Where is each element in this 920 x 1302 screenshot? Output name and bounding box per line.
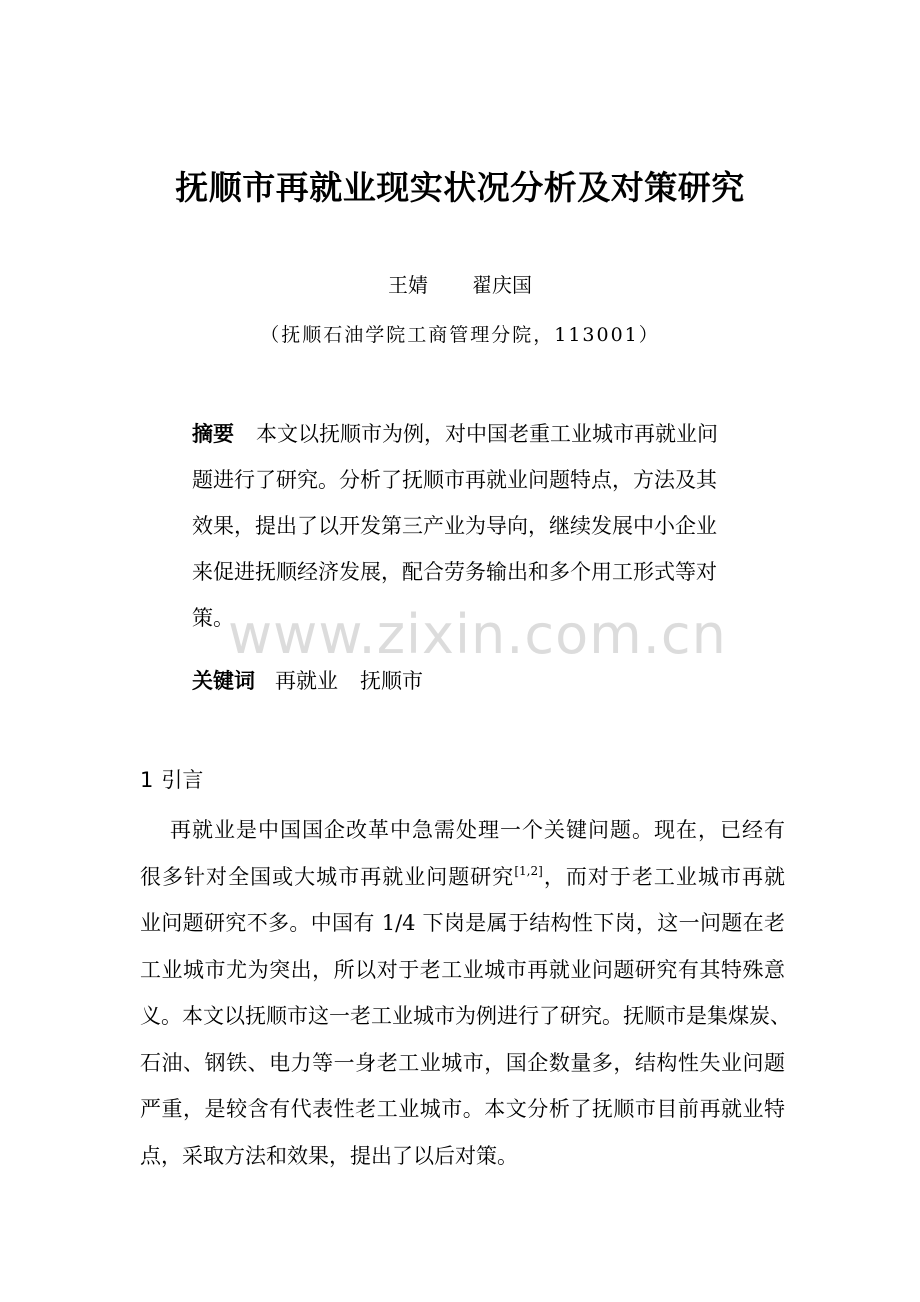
- section-number: 1: [140, 768, 154, 792]
- author-line: [0, 270, 920, 300]
- author-affiliation: （抚顺石油学院工商管理分院，113001）: [260, 324, 660, 346]
- keyword-item: 再就业: [275, 669, 338, 693]
- author-name: 翟庆国: [472, 273, 532, 297]
- abstract-line: 来促进抚顺经济发展，配合劳务输出和多个用工形式等对: [192, 560, 717, 584]
- abstract-line: 题进行了研究。分析了抚顺市再就业问题特点，方法及其: [192, 468, 717, 492]
- section-title: 引言: [161, 768, 204, 792]
- body-line: 工业城市尤为突出，所以对于老工业城市再就业问题研究有其特殊意: [140, 957, 785, 982]
- body-line: 石油、钢铁、电力等一身老工业城市，国企数量多，结构性失业问题: [140, 1050, 785, 1075]
- body-text-segment: 很多针对全国或大城市再就业问题研究: [140, 864, 515, 889]
- body-line: [140, 859, 785, 895]
- citation-marker: [1,2]: [514, 863, 543, 878]
- site-watermark: www.zixin.com.cn: [228, 603, 727, 666]
- abstract-line: 效果，提出了以开发第三产业为导向，继续发展中小企业: [192, 514, 717, 538]
- body-line: 业问题研究不多。中国有 1/4 下岗是属于结构性下岗，这一问题在老: [140, 911, 785, 935]
- body-line: 点，采取方法和效果，提出了以后对策。: [140, 1143, 518, 1168]
- keywords-label: 关键词: [192, 669, 255, 693]
- body-line: 严重，是较含有代表性老工业城市。本文分析了抚顺市目前再就业特: [140, 1097, 785, 1121]
- body-paragraph: [140, 812, 791, 1184]
- abstract-text: 本文以抚顺市为例，对中国老重工业城市再就业问: [256, 422, 718, 446]
- keyword-item: 抚顺市: [360, 669, 423, 693]
- abstract-line: [192, 416, 737, 452]
- abstract-line: 策。: [192, 606, 234, 630]
- section-heading: [140, 764, 203, 796]
- author-name: 王婧: [388, 273, 428, 297]
- body-line: 义。本文以抚顺市这一老工业城市为例进行了研究。抚顺市是集煤炭、: [140, 1004, 791, 1028]
- keywords-block: [192, 663, 423, 699]
- body-text-segment: ，而对于老工业城市再就: [542, 864, 786, 889]
- abstract-label: 摘要: [192, 422, 234, 446]
- body-line: 再就业是中国国企改革中急需处理一个关键问题。现在，已经有: [170, 818, 785, 842]
- paper-title: 抚顺市再就业现实状况分析及对策研究: [175, 168, 745, 207]
